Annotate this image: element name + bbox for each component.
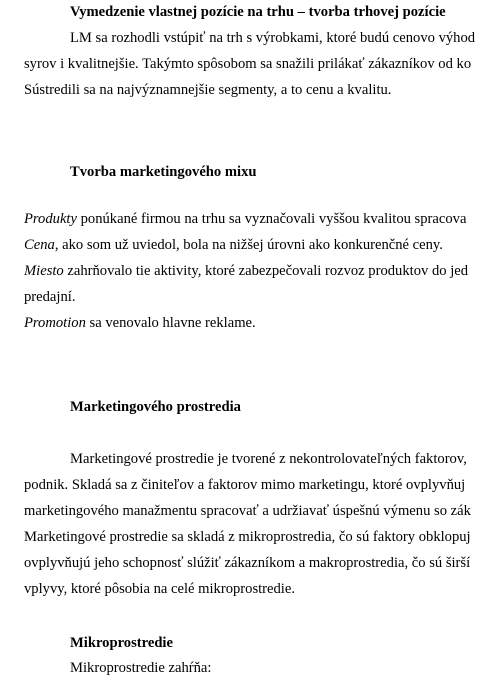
paragraph-line: marketingového manažmentu spracovať a udržiavať úspešnú výmenu so zák [24, 503, 471, 519]
mix-item-place-continued [24, 288, 75, 306]
mix-text: ponúkané firmou na trhu sa vyznačovali vyššou kvalitou spracova [76, 211, 467, 227]
mix-text: predajní. [24, 289, 76, 305]
mix-term: Miesto [24, 263, 64, 279]
paragraph-line: LM sa rozhodli vstúpiť na trh s výrobkami, ktoré budú cenovo výhod [70, 30, 476, 46]
section-heading-marketing-environment: Marketingového prostredia [70, 399, 241, 415]
paragraph-line: syrov i kvalitnejšie. Takýmto spôsobom sa snažili prilákať zákazníkov od ko [24, 56, 472, 72]
mix-text: zahrňovalo tie aktivity, ktoré zabezpečovali rozvoz produktov do jed [63, 263, 469, 279]
mix-item-price [24, 236, 443, 254]
mix-item-place [24, 262, 468, 280]
paragraph-line: vplyvy, ktoré pôsobia na celé mikroprostredie. [24, 581, 295, 597]
paragraph-line: Sústredili sa na najvýznamnejšie segmenty, a to cenu a kvalitu. [24, 82, 392, 98]
section-heading-marketing-mix: Tvorba marketingového mixu [70, 164, 257, 180]
section-heading-market-position: Vymedzenie vlastnej pozície na trhu – tvorba trhovej pozície [70, 4, 446, 20]
mix-term: Promotion [24, 315, 86, 331]
mix-item-promotion [24, 314, 256, 332]
paragraph-line: Marketingové prostredie sa skladá z mikroprostredia, čo sú faktory obklopuj [24, 529, 471, 545]
paragraph-line: Mikroprostredie zahŕňa: [70, 660, 212, 676]
mix-term: Produkty [24, 211, 77, 227]
paragraph-line: podnik. Skladá sa z činiteľov a faktorov mimo marketingu, ktoré ovplyvňuj [24, 477, 466, 493]
mix-term: Cena [24, 237, 55, 253]
section-heading-microenvironment: Mikroprostredie [70, 635, 173, 651]
paragraph-line: ovplyvňujú jeho schopnosť slúžiť zákazníkom a makroprostredia, čo sú širší [24, 555, 471, 571]
mix-text: , ako som už uviedol, bola na nižšej úrovni ako konkurenčné ceny. [54, 237, 443, 253]
mix-item-products [24, 210, 466, 228]
mix-text: sa venovalo hlavne reklame. [85, 315, 256, 331]
paragraph-line: Marketingové prostredie je tvorené z nekontrolovateľných faktorov, [70, 451, 467, 467]
